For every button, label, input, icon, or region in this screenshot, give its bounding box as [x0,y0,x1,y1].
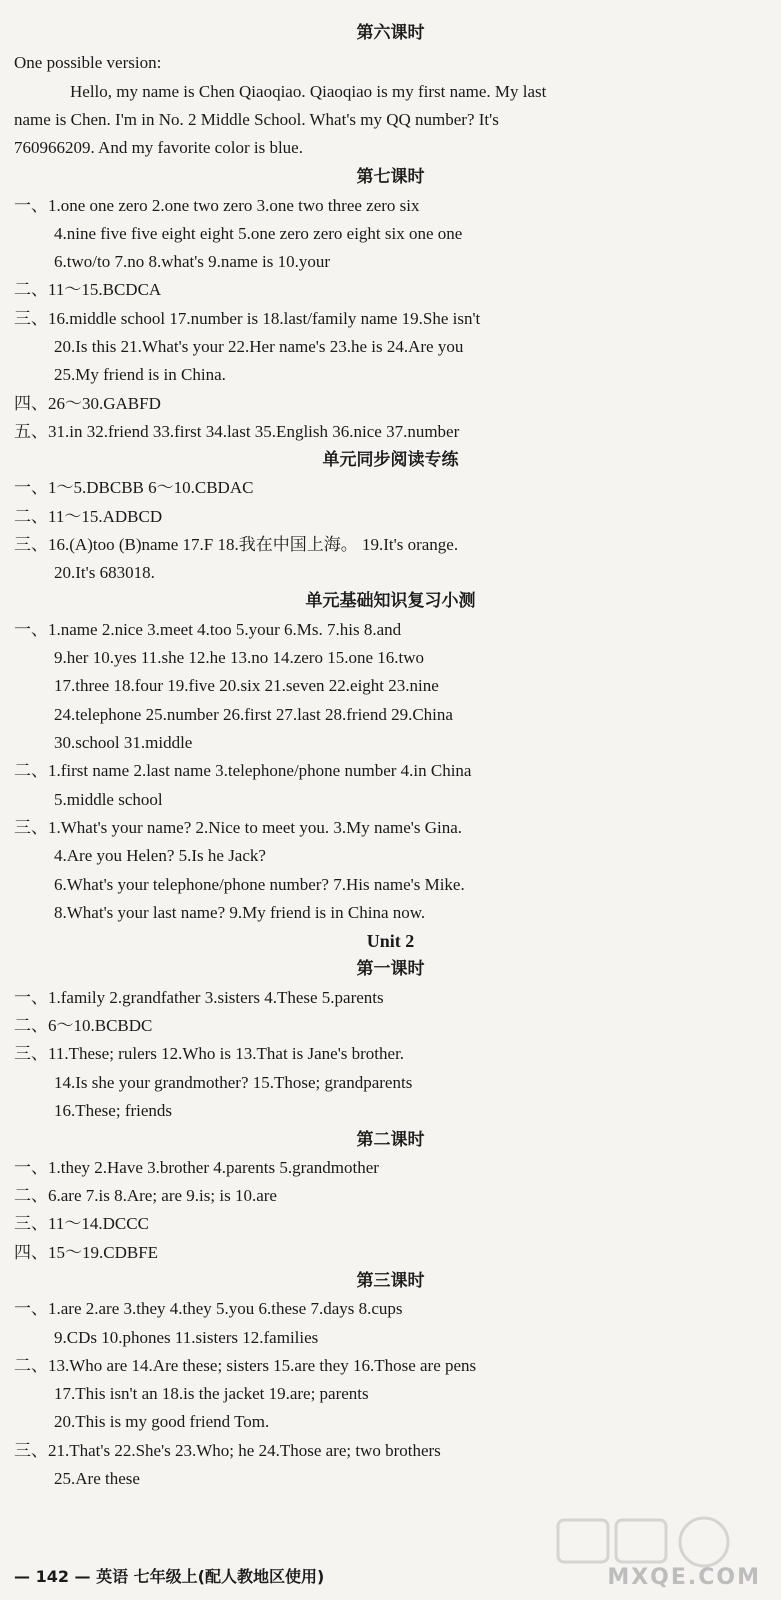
essay-line-3: 760966209. And my favorite color is blue. [14,138,303,157]
answer-line: 四、26～30.GABFD [14,394,161,413]
answer-line: 一、1～5.DBCBB 6～10.CBDAC [14,478,254,497]
answer-line: 16.These; friends [54,1101,173,1120]
answer-line: 25.Are these [54,1469,140,1488]
answer-line: 三、21.That's 22.She's 23.Who; he 24.Those are; two brothers [14,1441,441,1460]
answer-line: 20.It's 683018. [54,563,155,582]
section-title-u2-lesson3: 第三课时 [356,1271,425,1291]
answer-line: 五、31.in 32.friend 33.first 34.last 35.English 36.nice 37.number [14,422,460,441]
answer-line: 4.nine five five eight eight 5.one zero zero eight six one one [54,224,463,243]
answer-line: 三、16.(A)too (B)name 17.F 18.我在中国上海。 19.It's orange. [14,535,459,554]
unit-title: Unit 2 [366,931,415,951]
answer-line: 一、1.one one zero 2.one two zero 3.one two three zero six [14,196,420,215]
answer-line: 9.her 10.yes 11.she 12.he 13.no 14.zero 15.one 16.two [54,648,424,667]
answer-line: 二、6.are 7.is 8.Are; are 9.is; is 10.are [14,1186,277,1205]
answer-line: 一、1.family 2.grandfather 3.sisters 4.These 5.parents [14,988,384,1007]
answer-line: 一、1.are 2.are 3.they 4.they 5.you 6.these 7.days 8.cups [14,1299,403,1318]
essay-line-1: Hello, my name is Chen Qiaoqiao. Qiaoqiao is my first name. My last [70,82,547,101]
answer-line: 四、15～19.CDBFE [14,1243,159,1262]
answer-line: 17.three 18.four 19.five 20.six 21.seven 22.eight 23.nine [54,676,439,695]
watermark-text: MXQE.COM [607,1565,761,1590]
answer-line: 一、1.name 2.nice 3.meet 4.too 5.your 6.Ms. 7.his 8.and [14,620,402,639]
answer-line: 17.This isn't an 18.is the jacket 19.are; parents [54,1384,369,1403]
section-title-u2-lesson1: 第一课时 [356,959,425,979]
answer-line: 一、1.they 2.Have 3.brother 4.parents 5.grandmother [14,1158,379,1177]
answer-line: 二、11～15.ADBCD [14,507,163,526]
answer-line: 二、6～10.BCBDC [14,1016,153,1035]
answer-line: 20.This is my good friend Tom. [54,1412,270,1431]
answer-line: 二、13.Who are 14.Are these; sisters 15.are they 16.Those are pens [14,1356,477,1375]
answer-line: 25.My friend is in China. [54,365,226,384]
essay-line-2: name is Chen. I'm in No. 2 Middle School. What's my QQ number? It's [14,110,499,129]
answer-line: 8.What's your last name? 9.My friend is in China now. [54,903,426,922]
section-title-u2-lesson2: 第二课时 [356,1130,425,1150]
answer-line: 6.What's your telephone/phone number? 7.His name's Mike. [54,875,465,894]
answer-line: 三、1.What's your name? 2.Nice to meet you. 3.My name's Gina. [14,818,463,837]
essay-intro: One possible version: [14,53,162,72]
answer-line: 9.CDs 10.phones 11.sisters 12.families [54,1328,319,1347]
answer-line: 6.two/to 7.no 8.what's 9.name is 10.your [54,252,330,271]
section-title-lesson6: 第六课时 [356,23,425,43]
answer-line: 5.middle school [54,790,163,809]
section-title-review: 单元基础知识复习小测 [305,591,476,611]
answer-line: 20.Is this 21.What's your 22.Her name's 23.he is 24.Are you [54,337,464,356]
answer-line: 4.Are you Helen? 5.Is he Jack? [54,846,266,865]
answer-line: 三、16.middle school 17.number is 18.last/family name 19.She isn't [14,309,481,328]
answer-line: 三、11～14.DCCC [14,1214,149,1233]
answer-line: 14.Is she your grandmother? 15.Those; grandparents [54,1073,413,1092]
page-footer: — 142 — 英语 七年级上(配人教地区使用) [14,1567,325,1586]
answer-line: 三、11.These; rulers 12.Who is 13.That is Jane's brother. [14,1044,405,1063]
section-title-reading: 单元同步阅读专练 [322,450,459,470]
answer-line: 二、1.first name 2.last name 3.telephone/phone number 4.in China [14,761,472,780]
section-title-lesson7: 第七课时 [356,167,425,187]
answer-line: 二、11～15.BCDCA [14,280,162,299]
answer-line: 24.telephone 25.number 26.first 27.last 28.friend 29.China [54,705,453,724]
answer-line: 30.school 31.middle [54,733,193,752]
